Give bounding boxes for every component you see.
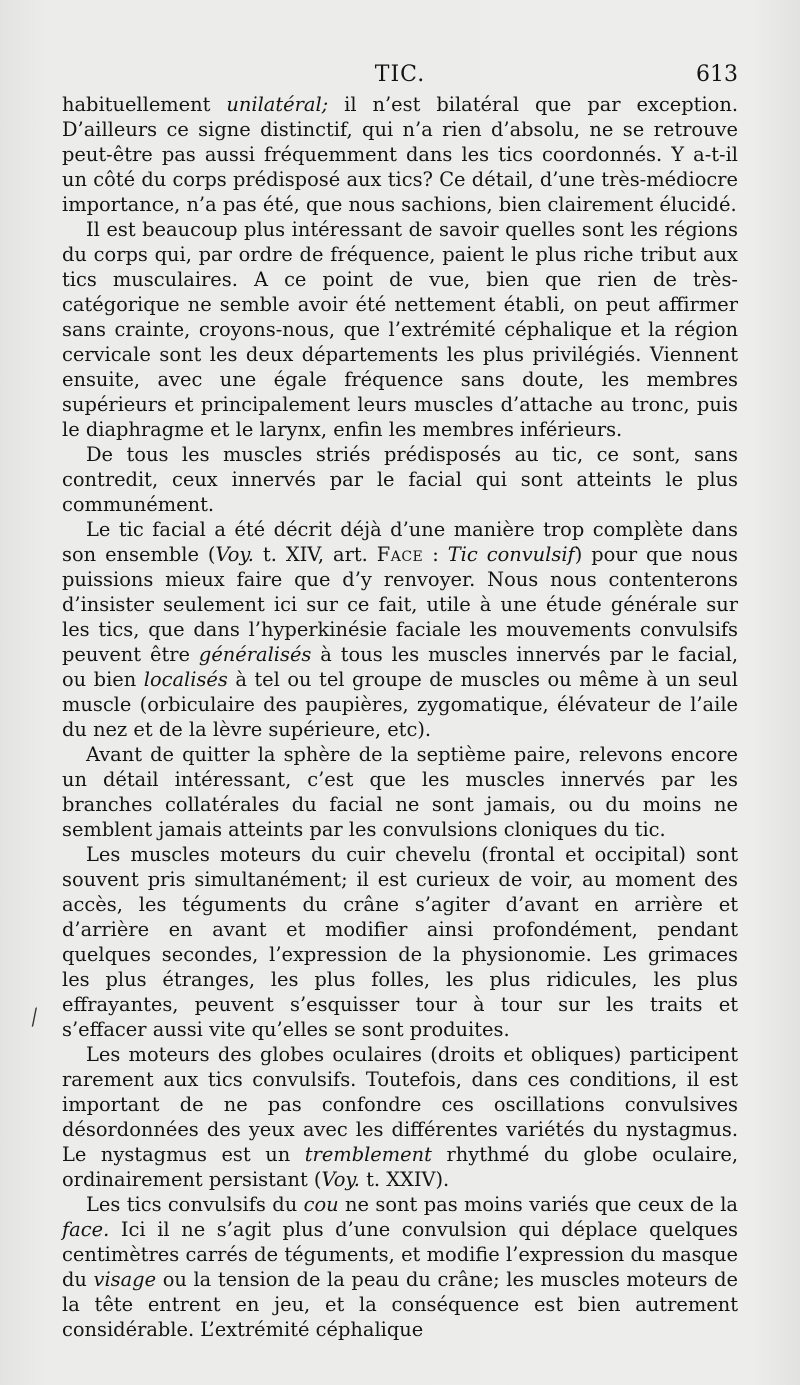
small-caps-text: Face [376,543,424,566]
page-number: 613 [696,62,738,87]
italic-text: unilatéral; [226,93,329,116]
italic-text: visage [93,1268,157,1291]
text-run: ) pour que nous puissions mieux faire que d’y renvoyer. Nous nous contenterons d’insister seulement ici sur ce fait, utile à une étude générale sur les tics, que dans l’hyperkinésie faciale les mouvements convulsifs peuvent être [62,543,739,666]
text-run: ne sont pas moins variés que ceux de la [338,1193,738,1216]
italic-text: tremblement [304,1143,432,1166]
text-run: rhythmé du globe oculaire, ordinairement persistant ( [62,1143,738,1191]
text-run: il n’est bilatéral que par exception. D’ailleurs ce signe distinctif, qui n’a rien d’absolu, ne se retrouve peut-être pas aussi fréquemment dans les tics coordonnés. Y a-t-il un côté du corps prédisposé aux tics? Ce détail, d’une très-médiocre importance, n’a pas été, que nous sachions, bien clairement élucidé. [62,93,738,216]
paragraph-p7 [62,1042,738,1192]
body-text [62,92,738,1342]
italic-text: localisés [143,668,228,691]
paragraph-p1 [62,92,738,217]
italic-text: Voy. [215,543,254,566]
italic-text: généralisés [198,643,312,666]
text-run: habituellement [62,93,227,116]
text-run: Les muscles moteurs du cuir chevelu (frontal et occipital) sont souvent pris simultanément; il est curieux de voir, au moment des accès, les téguments du crâne s’agiter d’avant en arrière et d’arrière en avant et modifier ainsi profondément, pendant quelques secondes, l’expression de la physionomie. Les grimaces les plus étranges, les plus folles, les plus ridicules, les plus effrayantes, peuvent s’esquisser tour à tour sur les traits et s’effacer aussi vite qu’elles se sont produites. [62,843,738,1041]
text-run: Les moteurs des globes oculaires (droits et obliques) participent rarement aux tics convulsifs. Toutefois, dans ces conditions, il est important de ne pas confondre ces oscillations convulsives désordonnées des yeux avec les différentes variétés du nystagmus. Le nystagmus est un [62,1043,738,1166]
paragraph-p2 [62,217,738,442]
text-run: à tel ou tel groupe de muscles ou même à un seul muscle (orbiculaire des paupières, zygomatique, élévateur de l’aile du nez et de la lèvre supérieure, etc). [62,668,738,741]
text-run: De tous les muscles striés prédisposés au tic, ce sont, sans contredit, ceux innervés par le facial qui sont atteints le plus communément. [62,443,738,516]
italic-text: cou [303,1193,339,1216]
text-run: Avant de quitter la sphère de la septième paire, relevons encore un détail intéressant, c’est que les muscles innervés par les branches collatérales du facial ne sont jamais, ou du moins ne semblent jamais atteints par les convulsions cloniques du tic. [62,743,738,841]
italic-text: face. [62,1218,110,1241]
text-run: Ici il ne s’agit plus d’une convulsion qui déplace quelques centimètres carrés de téguments, et modifie l’expression du masque du [62,1218,738,1291]
text-run: : [423,543,448,566]
italic-text: Voy. [321,1168,360,1191]
text-run: à tous les muscles innervés par le facial, ou bien [62,643,738,691]
text-run: t. XIV, art. [253,543,377,566]
text-run: Les tics convulsifs du [86,1193,304,1216]
paragraph-p5 [62,742,738,842]
text-run: Il est beaucoup plus intéressant de savoir quelles sont les régions du corps qui, par ordre de fréquence, paient le plus riche tribut aux tics musculaires. A ce point de vue, bien que rien de très-catégorique ne semble avoir été nettement établi, on peut affirmer sans crainte, croyons-nous, que l’extrémité céphalique et la région cervicale sont les deux départements les plus privilégiés. Viennent ensuite, avec une égale fréquence sans doute, les membres supérieurs et principalement leurs muscles d’attache au tronc, puis le diaphragme et le larynx, enfin les membres inférieurs. [62,218,738,441]
pencil-margin-mark: ⁄ [28,1006,41,1031]
italic-text: Tic convulsif [447,543,575,566]
paragraph-p4 [62,517,738,742]
paragraph-p3 [62,442,738,517]
text-run: ou la tension de la peau du crâne; les muscles moteurs de la tête entrent en jeu, et la conséquence est bien autrement considérable. L’extrémité céphalique [62,1268,738,1341]
paragraph-p6 [62,842,738,1042]
running-head [62,62,738,92]
text-run: t. XXIV). [359,1168,450,1191]
text-run: Le tic facial a été décrit déjà d’une manière trop complète dans son ensemble ( [62,518,738,566]
running-title: TIC. [374,62,426,87]
paragraph-p8 [62,1192,738,1342]
